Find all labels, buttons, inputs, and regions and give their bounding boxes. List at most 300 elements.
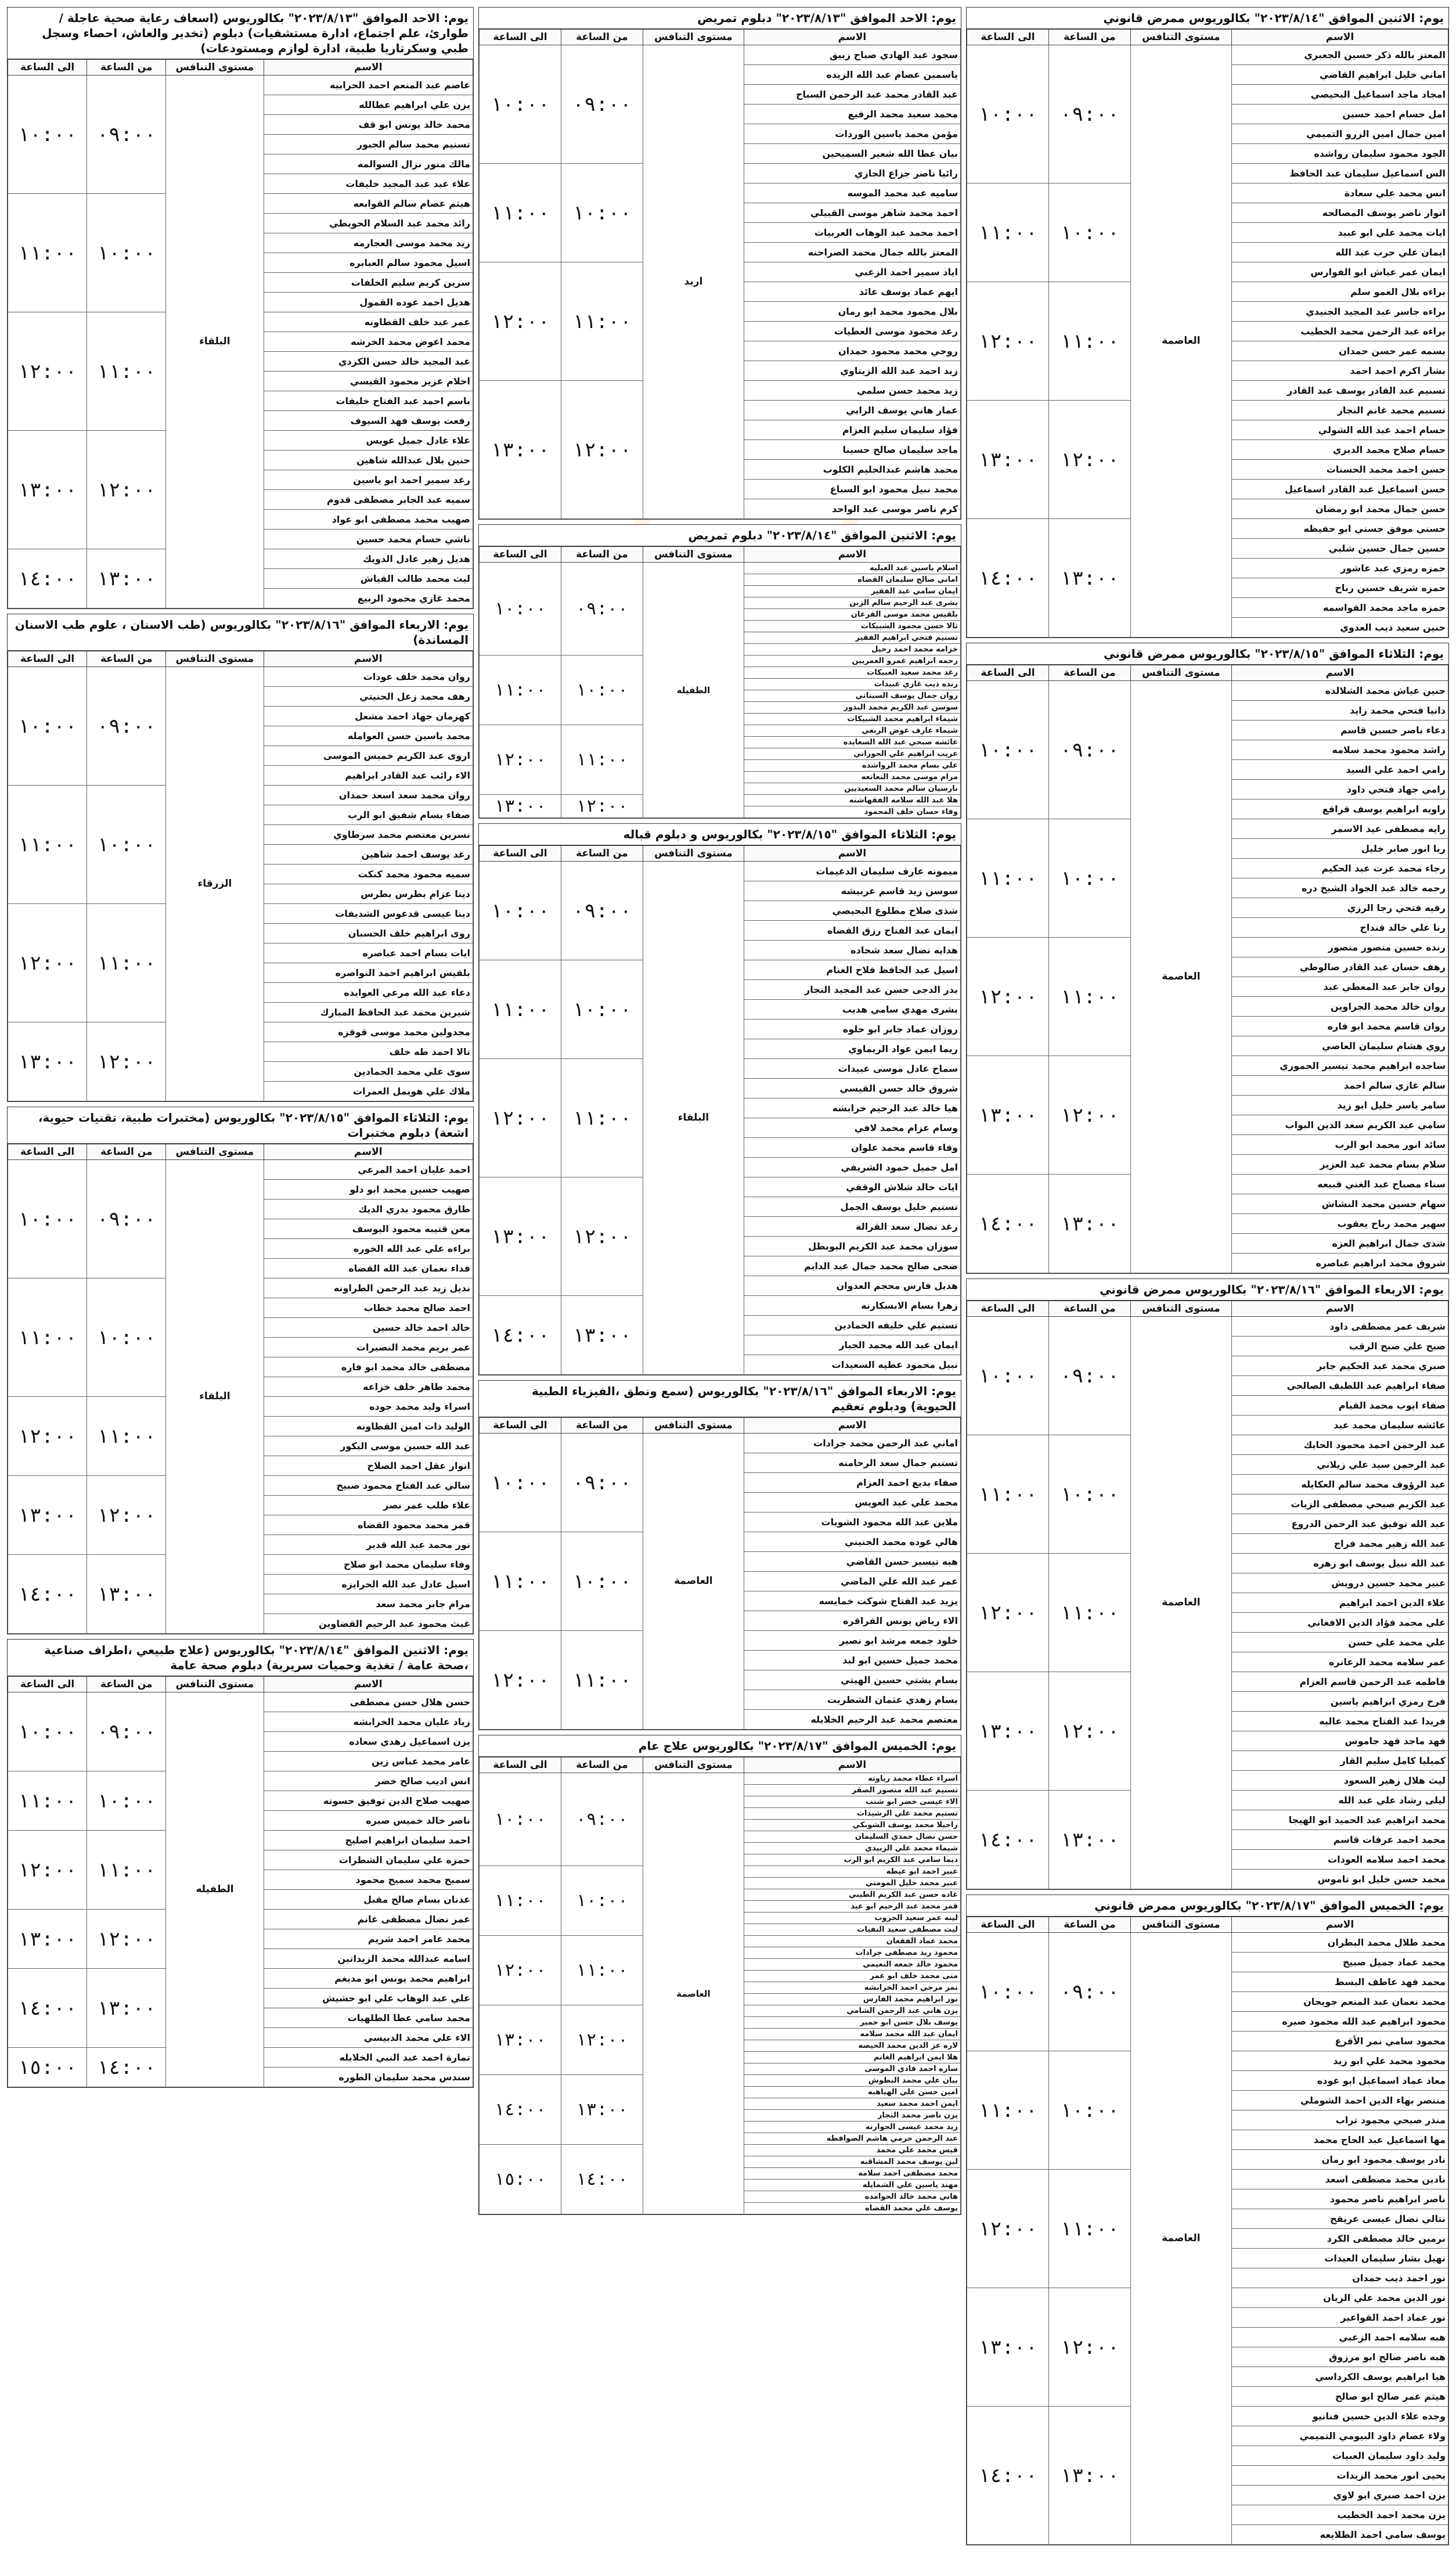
candidate-name: نهيل بشار سليمان العيدات [1231,2249,1448,2268]
header-row [480,846,961,862]
time-to: ١٠:٠٠ [967,1317,1049,1435]
time-to: ١١:٠٠ [480,655,561,725]
candidate-name: طارق محمود بدري الديك [264,1200,473,1219]
candidate-name: رنده ذيب غازي عبيدات [744,679,960,690]
candidate-name: فاطمه عبد الرحمن قاسم العزام [1231,1672,1448,1692]
table-row [480,862,961,881]
candidate-name: وجده علاء الدين حسين فنانيو [1231,2407,1448,2426]
candidate-name: حسني موفق حسني ابو حفيظه [1231,519,1448,539]
time-to: ١٣:٠٠ [480,795,561,818]
candidate-name: تسنيم خليل يوسف الجمل [744,1197,960,1217]
header-level: مستوى التنافس [1130,1301,1231,1317]
time-from: ١١:٠٠ [561,1059,643,1177]
candidate-name: صفاء ابراهيم عبد اللطيف الصالحي [1231,1376,1448,1396]
candidate-name: ايمان عمر عياش ابو الفوارس [1231,262,1448,282]
header-to: الى الساعة [480,1757,561,1773]
header-to: الى الساعة [8,60,87,75]
time-to: ١٠:٠٠ [8,1160,87,1278]
time-to: ١١:٠٠ [967,183,1049,282]
candidate-name: اسراء وليد محمد جوده [264,1397,473,1417]
header-from: من الساعة [561,1418,643,1434]
candidate-name: اروى عبد الكريم خميس الموسى [264,746,473,766]
time-to: ١٢:٠٠ [8,1397,87,1476]
candidate-name: بلقيس ابراهيم احمد النواصره [264,963,473,983]
candidate-name: نور محمد عبد الله قدير [264,1535,473,1555]
candidate-name: روزان عماد جابر ابو حلوه [744,1020,960,1039]
candidate-name: يزن احمد صبري ابو لاوي [1231,2486,1448,2505]
candidate-name: محمد سعيد محمد الرفيع [744,105,960,124]
header-name: الاسم [744,846,960,862]
competition-level: العاصمة [643,1434,744,1730]
time-from: ١٠:٠٠ [1048,2051,1130,2170]
candidate-name: يزن اسماعيل زهدي سعاده [264,1732,473,1752]
time-from: ٠٩:٠٠ [561,45,643,164]
candidate-name: حمزه رمزي عبد عاشور [1231,559,1448,578]
candidate-name: اماني صالح سليمان القضاه [744,574,960,586]
time-to: ١١:٠٠ [967,819,1049,938]
candidate-name: عامر محمد عباس زين [264,1752,473,1771]
header-to: الى الساعة [967,1917,1049,1933]
time-to: ١٣:٠٠ [480,381,561,519]
time-to: ١٤:٠٠ [8,549,87,608]
candidate-name: حسن اسماعيل عبد القادر اسماعيل [1231,480,1448,499]
header-name: الاسم [1231,30,1448,45]
candidate-name: رحمه خالد عبد الجواد الشيخ دره [1231,878,1448,898]
candidate-name: ايمان علي حرب عبد الله [1231,243,1448,262]
time-to: ١٥:٠٠ [8,2048,87,2087]
candidate-name: ليث هلال زهير السعود [1231,1771,1448,1791]
time-from: ١٤:٠٠ [561,2145,643,2214]
header-name: الاسم [264,60,473,75]
time-from: ١٠:٠٠ [87,786,166,904]
candidate-name: براءه بلال العمو سلم [1231,282,1448,302]
candidate-name: هلا عبد الله سلامه الفقهاشنه [744,795,960,806]
candidate-name: صبري محمد عبد الحكيم جابر [1231,1356,1448,1376]
schedule-table [967,665,1448,1273]
time-to: ١١:٠٠ [480,164,561,262]
candidate-name: عبد المجيد خالد حسن الكردي [264,352,473,372]
table-row [8,1160,473,1180]
time-from: ١١:٠٠ [87,904,166,1022]
candidate-name: ساميه عبد محمد الموسه [744,183,960,203]
time-to: ١٢:٠٠ [480,1936,561,2005]
candidate-name: اسيل عبد الحافظ فلاح الغنام [744,960,960,980]
candidate-name: شيماء محمد علي الزبيدي [744,1843,960,1854]
candidate-name: محمود خالد جمعه النعيمي [744,1959,960,1971]
time-from: ١٣:٠٠ [87,1555,166,1634]
candidate-name: ايمان عبد الله محمد الجبار [744,1335,960,1355]
candidate-name: محمد ياسين حسن العوامله [264,726,473,746]
header-to: الى الساعة [8,1677,87,1692]
candidate-name: المعتز بالله ذكر حسين الجعبري [1231,45,1448,65]
candidate-name: ريا انور صابر خليل [1231,839,1448,859]
header-row [8,1677,473,1692]
time-to: ١١:٠٠ [8,786,87,904]
candidate-name: فرح رمزي ابراهيم ياسين [1231,1692,1448,1712]
candidate-name: نور عماد احمد القواعير [1231,2308,1448,2328]
time-from: ١٠:٠٠ [561,164,643,262]
candidate-name: وفاء سليمان محمد ابو صلاح [264,1555,473,1575]
header-name: الاسم [264,1144,473,1160]
block-title: يوم: الثلاثاء الموافق "٢٠٢٣/٨/١٥" بكالوريوس (مختبرات طبية، تقنيات حيوية، اشعة) دبلوم مختبرات [8,1107,473,1144]
candidate-name: قيس محمد علي محمد [744,2145,960,2156]
candidate-name: باسم احمد عبد الفتاح خليفات [264,391,473,411]
candidate-name: عمر عبد الله علي الماضي [744,1572,960,1591]
block-title: يوم: الاحد الموافق "٢٠٢٣/٨/١٣" دبلوم تمريض [479,8,961,29]
candidate-name: سلام بسام محمد عبد العزيز [1231,1155,1448,1175]
header-level: مستوى التنافس [1130,1917,1231,1933]
header-row [967,1917,1448,1933]
time-to: ١٣:٠٠ [8,1910,87,1969]
time-from: ١٢:٠٠ [561,1177,643,1296]
candidate-name: ضحى صالح محمد جمال عبد الدايم [744,1256,960,1276]
time-from: ٠٩:٠٠ [87,1692,166,1771]
candidate-name: سوسن عبد الكريم محمد البدور [744,702,960,714]
candidate-name: رامي احمد علي السيد [1231,760,1448,780]
candidate-name: شذى صلاح مطلوع البحيصي [744,901,960,921]
time-from: ١١:٠٠ [561,1936,643,2005]
time-to: ١٣:٠٠ [967,401,1049,519]
candidate-name: تالا احمد طه خلف [264,1042,473,1062]
candidate-name: معاذ عماد اسماعيل ابو عوده [1231,2071,1448,2091]
header-to: الى الساعة [967,1301,1049,1317]
schedule-block [966,7,1449,638]
time-to: ١٣:٠٠ [8,1476,87,1555]
candidate-name: نسرين معتصم محمد سرطاوي [264,825,473,845]
candidate-name: منذر صبحي محمود تراب [1231,2110,1448,2130]
candidate-name: عبد الله حسين موسى البكور [264,1436,473,1456]
candidate-name: تسنيم محمد علي الرشيدات [744,1808,960,1820]
candidate-name: رائيا ناصر جزاع الجازي [744,164,960,183]
candidate-name: حمزه علي سليمان الشطرات [264,1850,473,1870]
time-from: ١٣:٠٠ [87,1969,166,2048]
candidate-name: علاء عبد عبد المجيد خليفات [264,174,473,194]
header-from: من الساعة [1048,1301,1130,1317]
time-from: ١٣:٠٠ [1048,1175,1130,1273]
candidate-name: حمزه ماجد محمد القواسمه [1231,598,1448,618]
competition-level: البلقاء [166,75,264,608]
candidate-name: سميه محمود محمد كنكت [264,865,473,884]
candidate-name: راشد محمود محمد سلامه [1231,740,1448,760]
time-from: ١٣:٠٠ [561,1296,643,1375]
candidate-name: زيد محمد حسن سلمي [744,381,960,401]
time-from: ١٢:٠٠ [87,1022,166,1101]
candidate-name: صبح علي صبح الرقب [1231,1337,1448,1356]
candidate-name: ملاك علي هويمل العمرات [264,1082,473,1101]
candidate-name: رغد سمير احمد ابو ياسين [264,470,473,490]
candidate-name: هيا ابراهيم يوسف الكرداسي [1231,2367,1448,2387]
header-name: الاسم [1231,1917,1448,1933]
candidate-name: الاء رائب عبد القادر ابراهيم [264,766,473,786]
time-from: ١١:٠٠ [1048,1554,1130,1672]
candidate-name: محمد عماد الفقعان [744,1936,960,1947]
candidate-name: محمد حسن خليل ابو تاموس [1231,1870,1448,1889]
time-to: ١١:٠٠ [967,2051,1049,2170]
time-to: ١٢:٠٠ [480,1631,561,1730]
candidate-name: حنين سعيد ذيب العدوي [1231,618,1448,638]
time-from: ٠٩:٠٠ [561,862,643,960]
header-name: الاسم [744,547,960,563]
candidate-name: انس محمد علي سعادة [1231,183,1448,203]
time-to: ١٢:٠٠ [480,1059,561,1177]
candidate-name: مها اسماعيل عبد الحاج محمد [1231,2130,1448,2150]
header-level: مستوى التنافس [166,651,264,667]
time-from: ١٤:٠٠ [87,2048,166,2087]
block-title: يوم: الاربعاء الموافق "٢٠٢٣/٨/١٦" بكالوريوس (سمع ونطق ،الفيزياء الطبية الحيوية) ودبلوم تعقيم [479,1381,961,1417]
candidate-name: احمد سليمان ابراهيم اصليح [264,1831,473,1850]
candidate-name: امين جمال امين الزرو التميمي [1231,124,1448,144]
candidate-name: نور ابراهيم محمد الفارس [744,1994,960,2005]
candidate-name: روي هشام سليمان العاصي [1231,1036,1448,1056]
time-to: ١٠:٠٠ [8,75,87,194]
candidate-name: راويه ابراهيم يوسف قراقع [1231,799,1448,819]
candidate-name: اسيل عادل عبد الله الحرايزه [264,1575,473,1594]
candidate-name: محمد طلال محمد البطران [1231,1933,1448,1953]
candidate-name: امل جميل حمود الشريفي [744,1158,960,1177]
candidate-name: مصطفى خالد محمد ابو فاره [264,1357,473,1377]
candidate-name: بلال محمود محمد ابو رمان [744,302,960,322]
candidate-name: محمد جميل حسين ابو لبد [744,1651,960,1670]
time-from: ١١:٠٠ [87,312,166,431]
time-to: ١٤:٠٠ [967,1791,1049,1889]
candidate-name: محمد احمد سلامه العودات [1231,1850,1448,1870]
candidate-name: عبد الله توفيق عبد الرحمن الدروع [1231,1514,1448,1534]
candidate-name: شيماء ابراهيم محمد الشبيكات [744,714,960,725]
time-from: ١٠:٠٠ [87,1771,166,1831]
time-from: ١٢:٠٠ [87,1476,166,1555]
candidate-name: فؤاد سليمان سليم العزام [744,420,960,440]
candidate-name: ناشي حسام محمد حسين [264,530,473,549]
time-from: ١٢:٠٠ [561,2005,643,2075]
schedule-block [7,7,474,609]
candidate-name: شريف عمر مصطفى داود [1231,1317,1448,1337]
candidate-name: حمزه شريف حسين رباح [1231,578,1448,598]
candidate-name: ايات محمد علي ابو عبيد [1231,223,1448,243]
candidate-name: ياسمين عصام عبد الله الزيده [744,65,960,85]
candidate-name: هديل احمد عوده القمول [264,293,473,312]
candidate-name: رنا علي خالد قنداح [1231,918,1448,938]
candidate-name: الاء رياض يونس الفراقره [744,1611,960,1631]
candidate-name: عائشه سليمان محمد عبد [1231,1416,1448,1435]
candidate-name: رجاء محمد عزت عبد الحكيم [1231,859,1448,878]
block-title: يوم: الاثنين الموافق "٢٠٢٣/٨/١٤" بكالوريوس (علاج طبيعي ،اطراف صناعية ،صحة عامة / تغذية وحميات سريرية) دبلوم صحة عامة [8,1640,473,1676]
candidate-name: اسيل محمود سالم العبابره [264,253,473,273]
candidate-name: علاء عادل جميل عويس [264,431,473,451]
candidate-name: سوى علي محمد الحمادين [264,1062,473,1082]
time-to: ١٢:٠٠ [8,312,87,431]
candidate-name: سجود عبد الهادي صباح زبيق [744,45,960,65]
header-row [480,547,961,563]
schedule-block [478,7,961,520]
candidate-name: عبير محمد خليل المومني [744,1878,960,1889]
candidate-name: نادين محمد مصطفى اسعد [1231,2170,1448,2189]
candidate-name: هديل فارس محجم العدوان [744,1276,960,1296]
time-from: ١٢:٠٠ [1048,1672,1130,1791]
time-to: ١٤:٠٠ [8,1555,87,1634]
header-from: من الساعة [87,1144,166,1160]
candidate-name: روان خالد محمد الجراوين [1231,997,1448,1017]
candidate-name: علي محمد فؤاد الدين الافغاني [1231,1613,1448,1633]
header-to: الى الساعة [967,665,1049,681]
candidate-name: محمد فهد عاطف البسط [1231,1972,1448,1992]
candidate-name: ولاء عصام داود البيومي التميمي [1231,2426,1448,2446]
candidate-name: هلا ايمن ابراهيم الغانم [744,2052,960,2063]
candidate-name: اسامه عبدالله محمد الزيداتين [264,1949,473,1969]
competition-level: العاصمة [1130,681,1231,1273]
candidate-name: اسراء عطاء محمد رياوته [744,1773,960,1785]
block-title: يوم: الاثنين الموافق "٢٠٢٣/٨/١٤" دبلوم تمريض [479,525,961,546]
candidate-name: رغد نضال سعد القرالة [744,1217,960,1237]
candidate-name: بشرى مهدي سامي هديب [744,1000,960,1020]
candidate-name: سماح عادل موسى عبيدات [744,1059,960,1079]
candidate-name: روان قاسم محمد ابو فاره [1231,1017,1448,1036]
time-from: ١٢:٠٠ [87,1910,166,1969]
column-right [966,7,1449,2550]
schedule-table [8,59,473,608]
header-row [967,665,1448,681]
time-from: ١٠:٠٠ [561,655,643,725]
candidate-name: اماني عبد الرحمن محمد جرادات [744,1434,960,1453]
competition-level: العاصمة [1130,45,1231,638]
candidate-name: الاء علي محمد الدبيسي [264,2028,473,2048]
candidate-name: نتالي نضال عيسى عريقج [1231,2209,1448,2229]
candidate-name: صفاء ايوب محمد القيام [1231,1396,1448,1416]
candidate-name: علي عبد الوهاب علي ابو حشيش [264,1989,473,2008]
competition-level: اربد [643,45,744,519]
candidate-name: لين يوسف محمد المشاقبه [744,2156,960,2168]
time-to: ١٤:٠٠ [480,2075,561,2145]
candidate-name: رامي جهاد فتحي داود [1231,780,1448,799]
candidate-name: وليد داود سليمان العبيات [1231,2446,1448,2466]
candidate-name: عبد الله زهير محمد فراج [1231,1534,1448,1554]
candidate-name: رغد يوسف احمد شاهين [264,845,473,865]
candidate-name: الس اسماعيل سليمان عبد الحافظ [1231,164,1448,183]
candidate-name: وفاء قاسم محمد علوان [744,1138,960,1158]
candidate-name: عبد الرؤوف محمد سالم العكايله [1231,1475,1448,1494]
time-from: ١١:٠٠ [1048,938,1130,1056]
time-from: ١١:٠٠ [87,1397,166,1476]
header-row [967,1301,1448,1317]
schedule-block [7,1107,474,1634]
schedule-table [479,1417,961,1730]
candidate-name: دينا عزام بطرس بطرس [264,884,473,904]
candidate-name: فداء نعمان عبد الله القضاه [264,1259,473,1278]
schedule-table [967,29,1448,638]
candidate-name: احمد صالح محمد خطاب [264,1298,473,1318]
candidate-name: نادر يوسف محمود ابو رمان [1231,2150,1448,2170]
candidate-name: تسنيم فتحي ابراهيم الفقير [744,632,960,644]
candidate-name: رحمه ابراهيم عمرو العمريين [744,655,960,667]
candidate-name: تسنيم محمد غانم النجار [1231,401,1448,420]
time-from: ١١:٠٠ [561,1631,643,1730]
time-from: ٠٩:٠٠ [561,1434,643,1532]
time-to: ١٠:٠٠ [967,45,1049,183]
candidate-name: يوسف سامي احمد الطلايعه [1231,2525,1448,2545]
candidate-name: روان جمال يوسف السيتاتي [744,690,960,702]
time-to: ١٠:٠٠ [8,1692,87,1771]
time-to: ١٣:٠٠ [480,1177,561,1296]
schedule-block [966,1895,1449,2545]
table-row [480,1773,961,1785]
candidate-name: رايه مصطفى عيد الاسمر [1231,819,1448,839]
candidate-name: محمد ابراهيم عبد الحميد ابو الهيجا [1231,1810,1448,1830]
candidate-name: هاني محمد خالد الحوامده [744,2191,960,2203]
time-to: ١٣:٠٠ [8,1022,87,1101]
candidate-name: شروق خالد حسن القيسي [744,1079,960,1098]
time-from: ١١:٠٠ [1048,282,1130,401]
header-to: الى الساعة [480,30,561,45]
candidate-name: ريما ايمن عواد الريماوي [744,1039,960,1059]
table-row [480,563,961,574]
candidate-name: غاده حسن عبد الكريم الطيبي [744,1889,960,1901]
candidate-name: الجود محمود سليمان رواشده [1231,144,1448,164]
candidate-name: منتصر بهاء الدين احمد الشوملي [1231,2091,1448,2110]
candidate-name: زيد محمد عيسى الجوارنه [744,2122,960,2133]
candidate-name: محمد نبيل محمود ابو السباع [744,480,960,499]
candidate-name: قمر محمد محمود القضاه [264,1515,473,1535]
candidate-name: بسمه عمر حسن حمدان [1231,341,1448,361]
time-from: ١٠:٠٠ [561,960,643,1059]
candidate-name: روان محمد سعد اسعد حمدان [264,786,473,805]
candidate-name: علي بسام محمد الرواشده [744,760,960,772]
header-name: الاسم [264,651,473,667]
candidate-name: نمر مرجي احمد الخرابشه [744,1982,960,1994]
schedule-table [479,845,961,1375]
competition-level: العاصمة [1130,1317,1231,1889]
candidate-name: بسام بشتي حسين الهيتي [744,1670,960,1690]
header-row [8,651,473,667]
table-row [8,667,473,687]
candidate-name: براءه جاسر عبد المجيد الجنيدي [1231,302,1448,322]
time-from: ١٠:٠٠ [1048,183,1130,282]
candidate-name: وفاء حسان خلف المحمود [744,806,960,818]
header-to: الى الساعة [967,30,1049,45]
candidate-name: هيثم عصام سالم القوابعه [264,194,473,214]
schedule-table [479,1757,961,2214]
candidate-name: حنين عياش محمد الشلالده [1231,681,1448,701]
time-to: ١٠:٠٠ [480,1773,561,1866]
candidate-name: راحيلا محمد يوسف الشوبكي [744,1820,960,1831]
candidate-name: حسن جمال محمد ابو رمضان [1231,499,1448,519]
candidate-name: زياد عليان محمد الخرابشه [264,1712,473,1732]
schedule-block [966,643,1449,1274]
candidate-name: بسام زهدي عثمان الشطريت [744,1690,960,1710]
candidate-name: روان جابر عبد المعطي عبد [1231,977,1448,997]
header-to: الى الساعة [8,1144,87,1160]
candidate-name: صهيب صلاح الدين توفيق حسونه [264,1791,473,1811]
candidate-name: شيرين محمد عبد الحافظ المبارك [264,1003,473,1022]
schedule-block [478,1735,961,2215]
candidate-name: حسن احمد محمد الحسنات [1231,460,1448,480]
candidate-name: دينا عيسى قدعوس الشديفات [264,904,473,924]
header-name: الاسم [744,1757,960,1773]
candidate-name: ديما سامي عبد الكريم ابو الرب [744,1854,960,1866]
candidate-name: محمود ابراهيم عبد الله محمود صبره [1231,2012,1448,2032]
schedule-block [966,1278,1449,1890]
candidate-name: سهير محمد رباح يعقوب [1231,1214,1448,1234]
table-row [967,681,1448,701]
header-level: مستوى التنافس [1130,30,1231,45]
candidate-name: هيه تيسير حسن القاضي [744,1552,960,1572]
time-from: ١٣:٠٠ [1048,1791,1130,1889]
block-title: يوم: الاربعاء الموافق "٢٠٢٣/٨/١٦" بكالوريوس ممرض قانوني [967,1279,1448,1301]
candidate-name: ليث مصطفى سعيد النفيات [744,1924,960,1936]
candidate-name: عبد الكريم صبحي مصطفى الزيات [1231,1494,1448,1514]
header-level: مستوى التنافس [643,30,744,45]
header-level: مستوى التنافس [166,1677,264,1692]
candidate-name: كميليا كامل سليم القار [1231,1751,1448,1771]
block-title: يوم: الاربعاء الموافق "٢٠٢٣/٨/١٦" بكالوريوس (طب الاسنان ، علوم طب الاسنان المساندة) [8,614,473,651]
